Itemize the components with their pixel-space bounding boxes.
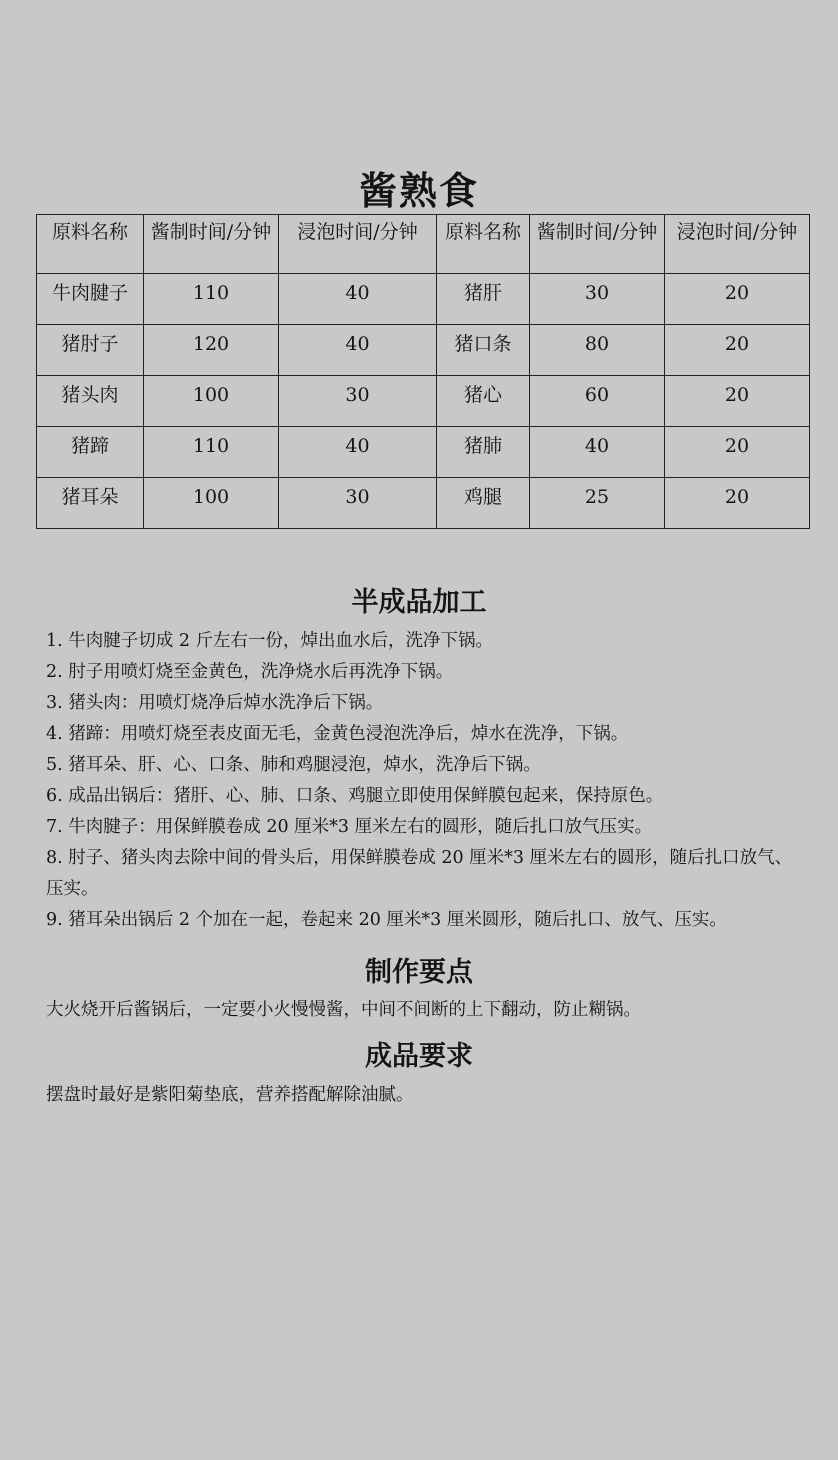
processing-steps-list <box>46 626 806 936</box>
table-cell: 110 <box>144 274 279 325</box>
table-cell: 猪口条 <box>437 325 530 376</box>
requirements-text: 摆盘时最好是紫阳菊垫底，营养搭配解除油腻。 <box>46 1085 414 1105</box>
table-cell: 猪心 <box>437 376 530 427</box>
table-cell: 40 <box>530 427 665 478</box>
list-item: 6. 成品出锅后：猪肝、心、肺、口条、鸡腿立即使用保鲜膜包起来，保持原色。 <box>46 786 664 806</box>
table-cell: 牛肉腱子 <box>37 274 144 325</box>
table-cell: 20 <box>665 427 810 478</box>
table-cell: 30 <box>279 478 437 529</box>
header-ingredient-2: 原料名称 <box>437 215 530 274</box>
table-cell: 20 <box>665 325 810 376</box>
key-points-text: 大火烧开后酱锅后，一定要小火慢慢酱，中间不间断的上下翻动，防止糊锅。 <box>46 1000 641 1020</box>
list-item: 1. 牛肉腱子切成 2 斤左右一份，焯出血水后，洗净下锅。 <box>46 631 494 651</box>
header-braise-time-2: 酱制时间/分钟 <box>530 215 665 274</box>
table-row <box>37 325 810 376</box>
table-cell: 猪肘子 <box>37 325 144 376</box>
table-cell: 20 <box>665 274 810 325</box>
table-row <box>37 478 810 529</box>
list-item: 9. 猪耳朵出锅后 2 个加在一起，卷起来 20 厘米*3 厘米圆形，随后扎口、放气、压实。 <box>46 910 727 930</box>
section-heading-requirements: 成品要求 <box>365 1041 473 1072</box>
header-ingredient: 原料名称 <box>37 215 144 274</box>
header-soak-time-2: 浸泡时间/分钟 <box>665 215 810 274</box>
table-row <box>37 274 810 325</box>
table-cell: 猪耳朵 <box>37 478 144 529</box>
table-cell: 40 <box>279 274 437 325</box>
section-heading-semi-finished: 半成品加工 <box>351 587 487 618</box>
list-item: 2. 肘子用喷灯烧至金黄色，洗净烧水后再洗净下锅。 <box>46 662 454 682</box>
list-item: 8. 肘子、猪头肉去除中间的骨头后，用保鲜膜卷成 20 厘米*3 厘米左右的圆形，随后扎口放气、压实。 <box>46 848 793 899</box>
table-header-row <box>37 215 810 274</box>
table-cell: 猪蹄 <box>37 427 144 478</box>
table-cell: 25 <box>530 478 665 529</box>
table-cell: 30 <box>279 376 437 427</box>
table-cell: 100 <box>144 478 279 529</box>
table-cell: 猪肝 <box>437 274 530 325</box>
table-row <box>37 427 810 478</box>
table-cell: 100 <box>144 376 279 427</box>
header-braise-time: 酱制时间/分钟 <box>144 215 279 274</box>
recipe-table <box>36 214 810 529</box>
table-cell: 猪肺 <box>437 427 530 478</box>
table-cell: 40 <box>279 427 437 478</box>
table-cell: 120 <box>144 325 279 376</box>
table-cell: 80 <box>530 325 665 376</box>
list-item: 3. 猪头肉：用喷灯烧净后焯水洗净后下锅。 <box>46 693 384 713</box>
table-cell: 猪头肉 <box>37 376 144 427</box>
header-soak-time: 浸泡时间/分钟 <box>279 215 437 274</box>
table-cell: 60 <box>530 376 665 427</box>
table-cell: 40 <box>279 325 437 376</box>
table-cell: 30 <box>530 274 665 325</box>
table-cell: 110 <box>144 427 279 478</box>
table-row <box>37 376 810 427</box>
page-title: 酱熟食 <box>358 169 479 213</box>
table-cell: 20 <box>665 478 810 529</box>
table-cell: 鸡腿 <box>437 478 530 529</box>
section-heading-key-points: 制作要点 <box>365 957 473 988</box>
list-item: 5. 猪耳朵、肝、心、口条、肺和鸡腿浸泡，焯水，洗净后下锅。 <box>46 755 541 775</box>
list-item: 4. 猪蹄：用喷灯烧至表皮面无毛，金黄色浸泡洗净后，焯水在洗净，下锅。 <box>46 724 629 744</box>
table-cell: 20 <box>665 376 810 427</box>
list-item: 7. 牛肉腱子：用保鲜膜卷成 20 厘米*3 厘米左右的圆形，随后扎口放气压实。 <box>46 817 653 837</box>
